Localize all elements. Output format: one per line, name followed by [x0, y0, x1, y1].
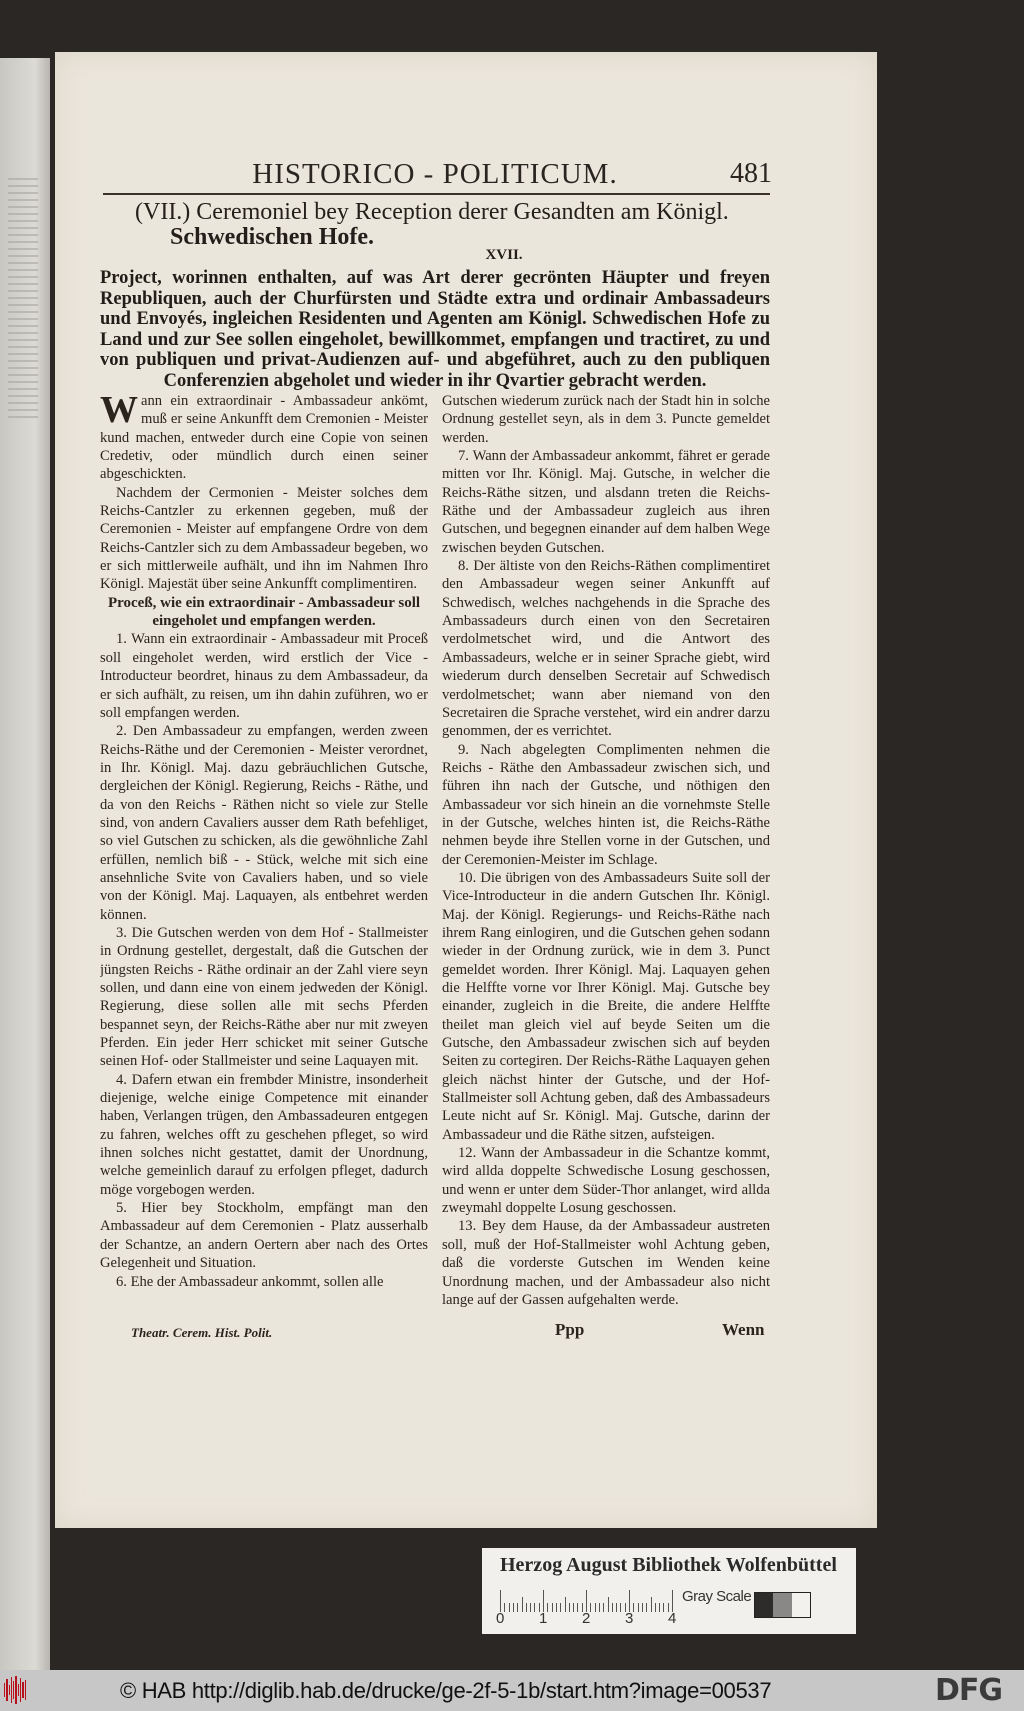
chapter-title-line2: Schwedischen Hofe.	[170, 224, 374, 250]
ruler-tick	[612, 1603, 613, 1612]
ruler-tick	[522, 1597, 523, 1612]
catchword: Wenn	[722, 1320, 765, 1339]
previous-page-edge	[0, 58, 50, 1670]
right-column	[442, 392, 770, 1322]
numbered-item: 3. Die Gutschen werden von dem Hof - Stallmeister in Ordnung gestellet, dergestalt, daß die Gutschen der jüngsten Reichs - Räthe ordinair an der Zahl viere seyn sollen, und dann eine von einem jedweden der Königl. Regierung, diese sollen alle mit sechs Pferden bespannet seyn, der Reichs-Räthe aber nur mit zweyen Pferden. Ein jeder Herr schicket mit seiner Gutsche seinen Hof- oder Stallmeister und seine Laquayen mit.	[100, 924, 428, 1070]
footer-citation: Theatr. Cerem. Hist. Polit.	[131, 1325, 273, 1340]
library-label	[482, 1548, 856, 1634]
ruler-tick	[530, 1603, 531, 1612]
ruler-number: 4	[668, 1610, 677, 1627]
ruler-number: 0	[496, 1610, 505, 1627]
process-heading: Proceß, wie ein extraordinair - Ambassadeur soll eingeholet und empfangen werden.	[107, 594, 421, 630]
project-heading: Project, worinnen enthalten, auf was Art derer gecrönten Häupter und freyen Republiquen, auch der Churfürsten und Städte extra und ordinair Ambassadeurs und Envoyés, ingleichen Residenten und Agenten am Königl. Schwedischen Hofe zu Land und zur See sollen eingeholet, bewillkommet, empfangen und tractiret, zu und von publiquen und privat-Audienzen auf- und abgeführet, auch zu den publiquen Conferenzien abgeholet und wieder in ihr Qvartier gebracht werden.	[100, 268, 770, 391]
gray-swatch	[773, 1593, 791, 1617]
page-number: 481	[730, 158, 772, 189]
ruler-tick	[577, 1603, 578, 1612]
running-header	[0, 158, 1024, 194]
logo-bar	[20, 1678, 21, 1702]
ruler-tick	[616, 1603, 617, 1612]
chapter-title	[135, 200, 775, 250]
logo-bar	[9, 1685, 10, 1695]
chapter-title-line1: (VII.) Ceremoniel bey Reception derer Gesandten am Königl.	[135, 199, 729, 225]
ruler-tick	[646, 1603, 647, 1612]
ruler-tick	[573, 1603, 574, 1612]
ruler-tick	[509, 1603, 510, 1612]
section-number: XVII.	[485, 247, 523, 263]
ruler-scale	[500, 1590, 672, 1612]
logo-bar	[6, 1679, 7, 1701]
left-column	[100, 392, 428, 1322]
ruler-tick	[672, 1590, 673, 1612]
bottom-bar	[0, 1670, 1024, 1711]
paragraph: Nachdem der Cermonien - Meister solches dem Reichs-Cantzler zu erkennen gegeben, muß der Ceremonien - Meister auf empfangene Ordre von dem Reichs-Cantzler sich zu dem Ambassadeur begeben, wo er sich mittlerweile aufhält, und ihn im Nahmen Ihro Königl. Majestät über seine Ankunfft complimentiren.	[100, 484, 428, 593]
ruler-tick	[603, 1603, 604, 1612]
logo-bar	[15, 1676, 16, 1704]
ruler-tick	[586, 1590, 587, 1612]
library-name: Herzog August Bibliothek Wolfenbüttel	[500, 1554, 837, 1576]
ruler-tick	[642, 1603, 643, 1612]
ruler-tick	[560, 1603, 561, 1612]
ruler-tick	[663, 1603, 664, 1612]
running-title: HISTORICO - POLITICUM.	[252, 158, 618, 190]
logo-bar	[13, 1681, 14, 1699]
intro-paragraph	[100, 392, 428, 484]
numbered-item: 4. Dafern etwan ein frembder Ministre, insonderheit diejenige, welche einige Competence mit einander haben, Verlangen trügen, den Ambassadeuren entgegen zu fahren, welches offt zu geschehen pfleget, so wird ihnen solches nicht gestattet, damit der Unordnung, welche gemeinlich darauf zu erfolgen pfleget, dadurch möge vorgebogen werden.	[100, 1071, 428, 1198]
ruler-tick	[651, 1597, 652, 1612]
gray-scale-label: Gray Scale	[682, 1588, 752, 1605]
numbered-item: 8. Der ältiste von den Reichs-Räthen complimentiret den Ambassadeur wegen seiner Ankunfft auf Schwedisch, welches nachgehends in die Sprache des Ambassadeurs durch einen von den Secretairen verdolmetschet wird, und die Antwort des Ambassadeurs, welche er in seiner Sprache giebt, wird wiederum durch denselben Secretair auf Schwedisch verdolmetschet; wann aber niemand von den Secretairen die Sprache verstehet, wird ein andrer darzu genommen, der es verrichtet.	[442, 558, 770, 740]
numbered-item: 12. Wann der Ambassadeur in die Schantze kommt, wird allda doppelte Schwedische Losung geschossen, und wenn er unter dem Süder-Thor anlanget, wird allda zweymahl doppelte Losung geschossen.	[442, 1145, 770, 1217]
hab-logo-icon	[4, 1676, 26, 1704]
numbered-item: 6. Ehe der Ambassadeur ankommt, sollen alle	[116, 1273, 384, 1290]
numbered-item: 2. Den Ambassadeur zu empfangen, werden zween Reichs-Räthe und der Ceremonien - Meister verordnet, in Ihr. Königl. Maj. dazu gebräuchlichen Gutsche, dergleichen der Königl. Regierung, Reichs - Räthe, und da von den Reichs - Räthen nicht so viele zur Stelle sind, von andern Cavaliers ausser dem Rath befehliget, so viel Gutschen zu schicken, als die gewöhnliche Zahl erfüllen, nemlich biß - - Stück, welche mit sich eine ansehnliche Svite von Cavaliers haben, und so viele von der Königl. Maj. Laquayen, als entbehret werden können.	[100, 723, 428, 923]
logo-bar	[4, 1683, 5, 1697]
ruler-tick	[569, 1603, 570, 1612]
ruler-tick	[655, 1603, 656, 1612]
gray-swatch	[792, 1593, 810, 1617]
ruler-tick	[629, 1590, 630, 1612]
ruler-tick	[638, 1603, 639, 1612]
signature-mark: Ppp	[555, 1320, 585, 1339]
intro-text: ann ein extraordinair - Ambassadeur ankömt, muß er seine Ankunfft dem Cremonien - Meister kund machen, entweder durch eine Copie von seinen Credetiv, oder mündlich durch einen seiner abgeschickten.	[100, 393, 428, 483]
dfg-logo: DFG	[935, 1673, 1003, 1708]
ruler-number: 2	[582, 1610, 591, 1627]
numbered-item: 7. Wann der Ambassadeur ankommt, fähret er gerade mitten vor Ihr. Königl. Maj. Gutsche, in welcher die Reichs-Räthe sitzen, und alsdann treten die Reichs-Räthe und der Ambassadeur zugleich aus ihren Gutschen, und begegnen einander auf dem halben Wege zwischen beyden Gutschen.	[442, 448, 770, 556]
ruler-tick	[552, 1603, 553, 1612]
logo-bar	[22, 1682, 23, 1698]
ruler-tick	[659, 1603, 660, 1612]
ruler-tick	[547, 1603, 548, 1612]
numbered-item: 13. Bey dem Hause, da der Ambassadeur austreten soll, muß der Hof-Stallmeister wohl Achtung geben, daß die vorderste Gutschen im Wenden keine Unordnung machen, und der Ambassadeur also nicht lange auf der Gassen aufgehalten werde.	[442, 1218, 770, 1308]
numbered-item: 1. Wann ein extraordinair - Ambassadeur mit Proceß soll eingeholet werden, wird erstlich der Vice - Introducteur beordret, hinaus zu dem Ambassadeur, da er sich aufhält, zu reisen, um ihn dahin zuführen, wo er soll empfangen werden.	[100, 631, 428, 721]
ruler-tick	[595, 1603, 596, 1612]
logo-bar	[18, 1684, 19, 1696]
ruler-tick	[633, 1603, 634, 1612]
ruler-tick	[504, 1603, 505, 1612]
ruler-tick	[526, 1603, 527, 1612]
ruler-tick	[543, 1590, 544, 1612]
ruler-tick	[500, 1590, 501, 1612]
gray-swatch	[755, 1593, 773, 1617]
ruler-tick	[565, 1597, 566, 1612]
ruler-tick	[517, 1603, 518, 1612]
numbered-item: 5. Hier bey Stockholm, empfängt man den Ambassadeur auf dem Ceremonien - Platz ausserhalb der Schantze, an andern Oertern aber nach des Ortes Gelegenheit und Situation.	[100, 1200, 428, 1272]
copyright-url[interactable]: © HAB http://diglib.hab.de/drucke/ge-2f-5-1b/start.htm?image=00537	[120, 1678, 772, 1703]
logo-bar	[11, 1677, 12, 1703]
ruler-tick	[608, 1597, 609, 1612]
ruler-tick	[513, 1603, 514, 1612]
header-rule	[103, 193, 770, 195]
ruler-tick	[556, 1603, 557, 1612]
ruler-tick	[534, 1603, 535, 1612]
gray-scale-swatches	[754, 1592, 811, 1618]
drop-cap: W	[100, 392, 138, 431]
ruler-tick	[620, 1603, 621, 1612]
continuation-paragraph: Gutschen wiederum zurück nach der Stadt hin in solche Ordnung gestellet seyn, als in dem 3. Puncte gemeldet werden.	[442, 393, 770, 446]
ruler-tick	[590, 1603, 591, 1612]
numbered-item: 9. Nach abgelegten Complimenten nehmen die Reichs - Räthe den Ambassadeur zwischen sich, und führen ihn nach der Gutsche, und nöthigen den Ambassadeur vor sich hinein an die vornehmste Stelle in der Gutsche, welches hinten ist, die Reichs-Räthe nehmen beyde ihre Stellen vorne in der Gutschen, und der Ceremonien-Meister im Schlage.	[442, 741, 770, 868]
ruler-number: 3	[625, 1610, 634, 1627]
ruler-number: 1	[539, 1610, 548, 1627]
ruler-tick	[599, 1603, 600, 1612]
logo-bar	[25, 1680, 26, 1700]
numbered-item: 10. Die übrigen von des Ambassadeurs Suite soll der Vice-Introducteur in die andern Gutschen Ihr. Königl. Maj. der Königl. Regierungs- und Reichs-Räthe nach ihrem Rang einlogiren, und die Gutschen gehen sodann wieder in der Ordnung zurück, wie in dem 3. Punct gemeldet worden. Ihrer Königl. Maj. Laquayen gehen die Helffte vorne vor Ihrer Königl. Maj. Gutsche bey einander, zugleich in die Breite, die andere Helffte theilet man gleich viel auf beyde Seiten um die Gutsche, den Ambassadeur zwischen sich auf beyden Seiten zu cortegiren. Der Reichs-Räthe Laquayen gehen gleich nächst hinter der Gutsche, und der Hof-Stallmeister soll Achtung geben, daß des Ambassadeurs Leute nicht auf Sr. Königl. Maj. Gutsche, darinn der Ambassadeur und die Räthe sitzen, aufsteigen.	[442, 869, 770, 1143]
previous-page-text-strip	[8, 178, 38, 418]
